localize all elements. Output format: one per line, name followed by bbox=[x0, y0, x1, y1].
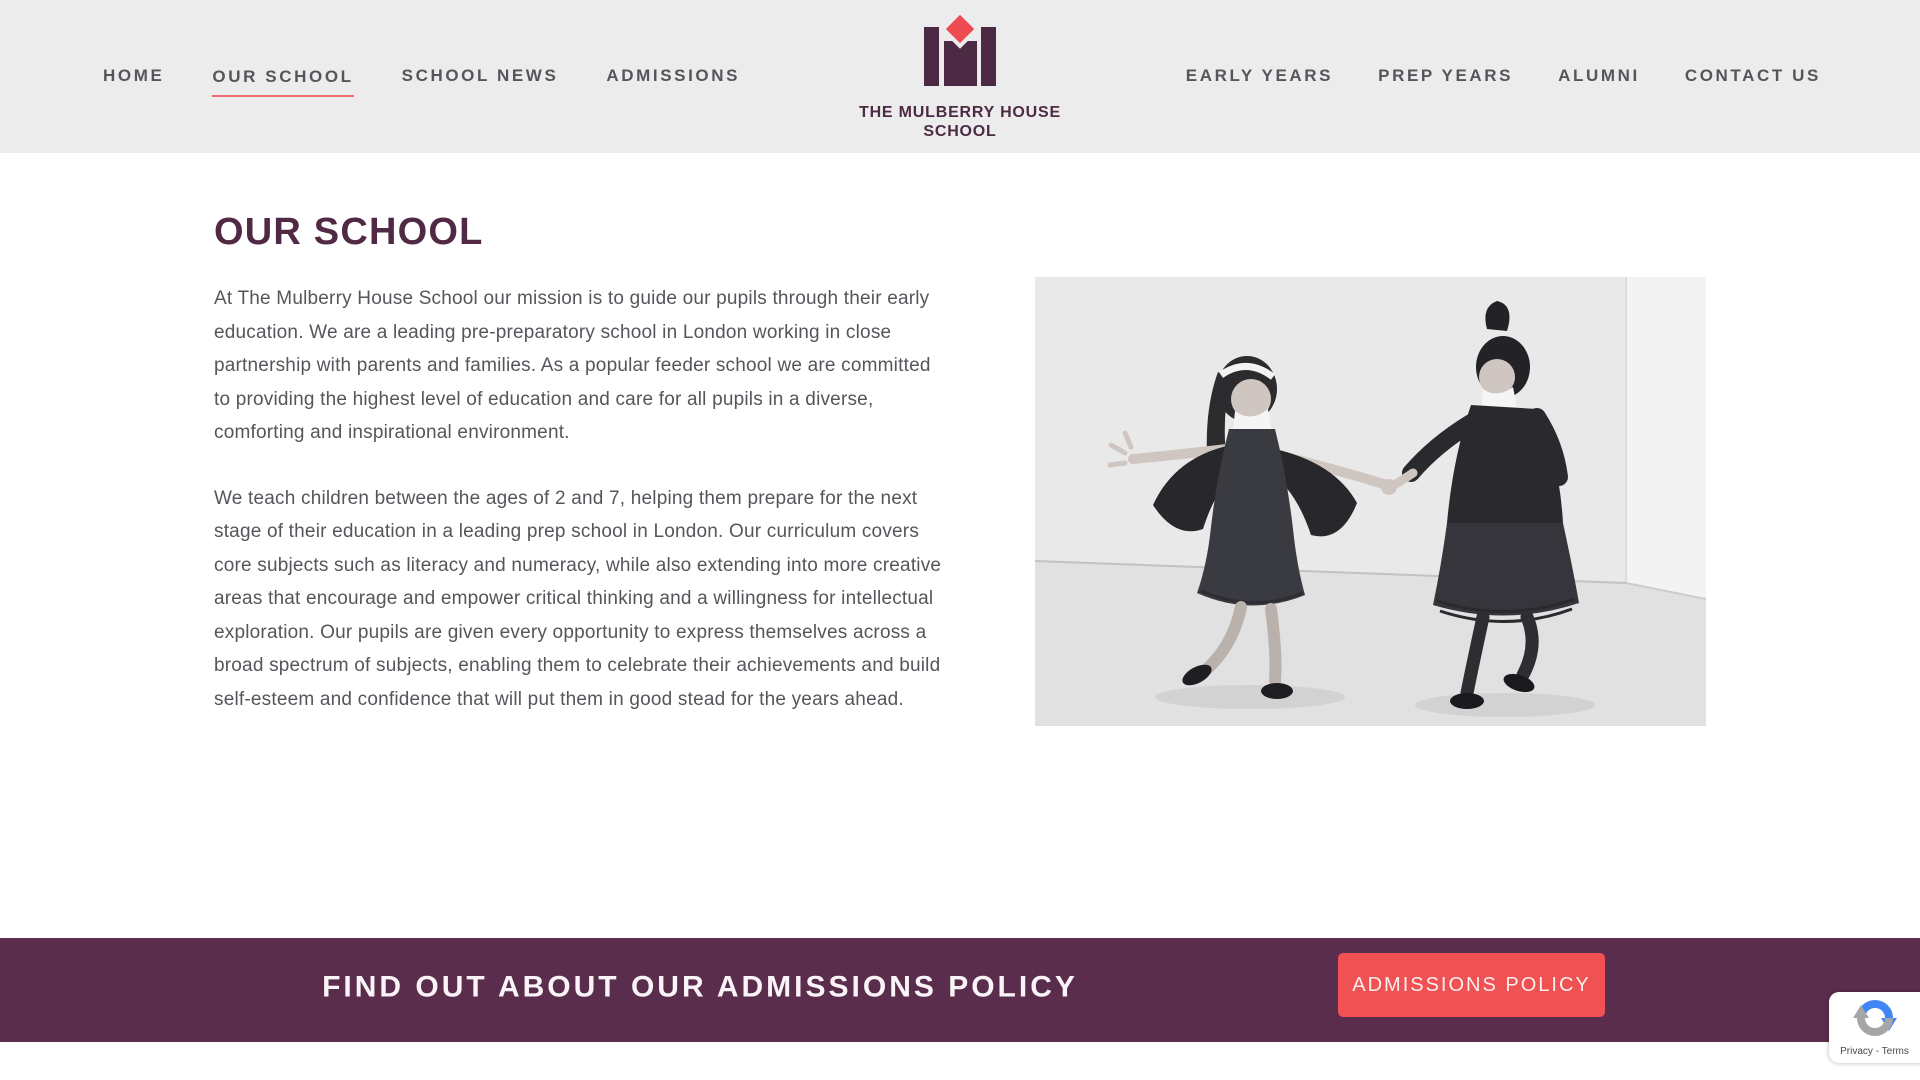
recaptcha-badge[interactable] bbox=[1829, 992, 1920, 1063]
nav-item-admissions[interactable]: ADMISSIONS bbox=[606, 65, 741, 85]
page-title: OUR SCHOOL bbox=[214, 211, 484, 253]
nav-item-early-years[interactable]: EARLY YEARS bbox=[1185, 65, 1334, 85]
school-logo-mark-icon bbox=[918, 11, 1002, 94]
logo-line-1: THE MULBERRY HOUSE bbox=[859, 104, 1061, 121]
admissions-banner bbox=[0, 938, 1920, 1042]
nav-item-contact-us[interactable]: CONTACT US bbox=[1684, 65, 1821, 85]
site-logo[interactable] bbox=[859, 11, 1061, 141]
nav-left-group bbox=[103, 0, 740, 153]
intro-paragraph-2: We teach children between the ages of 2 and 7, helping them prepare for the next stage of their education in a leading prep school in London. Our curriculum covers core subjects such as literacy and numeracy, while also extending into more creative areas that encourage and empower critical thinking and a willingness for intellectual exploration. Our pupils are given every opportunity to express themselves across a broad spectrum of subjects, enabling them to celebrate their achievements and build self-esteem and confidence that will put them in good stead for the years ahead. bbox=[214, 487, 942, 710]
admissions-banner-text: FIND OUT ABOUT OUR ADMISSIONS POLICY bbox=[322, 970, 1078, 1004]
nav-item-home[interactable]: HOME bbox=[103, 65, 165, 85]
logo-line-2: SCHOOL bbox=[923, 123, 997, 140]
intro-text-column bbox=[214, 211, 944, 726]
admissions-policy-button[interactable]: ADMISSIONS POLICY bbox=[1338, 953, 1605, 1017]
main-content bbox=[0, 153, 1920, 726]
nav-item-our-school[interactable]: OUR SCHOOL bbox=[212, 67, 353, 97]
nav-right-group bbox=[1186, 0, 1821, 153]
header-nav-bar bbox=[0, 0, 1920, 153]
nav-item-school-news[interactable]: SCHOOL NEWS bbox=[401, 65, 559, 85]
recaptcha-icon bbox=[1853, 996, 1897, 1045]
nav-item-prep-years[interactable]: PREP YEARS bbox=[1378, 65, 1514, 85]
intro-paragraph-1: At The Mulberry House School our mission is to guide our pupils through their early education. We are a leading pre-preparatory school in London working in close partnership with parents and families. As a popular feeder school we are committed to providing the highest level of education and care for all pupils in a diverse, comforting and inspirational environment. bbox=[214, 288, 931, 443]
school-logo-text bbox=[859, 103, 1061, 141]
nav-item-alumni[interactable]: ALUMNI bbox=[1558, 65, 1640, 85]
recaptcha-privacy-terms-link[interactable]: Privacy - Terms bbox=[1840, 1046, 1909, 1057]
school-children-photo bbox=[1035, 277, 1706, 726]
